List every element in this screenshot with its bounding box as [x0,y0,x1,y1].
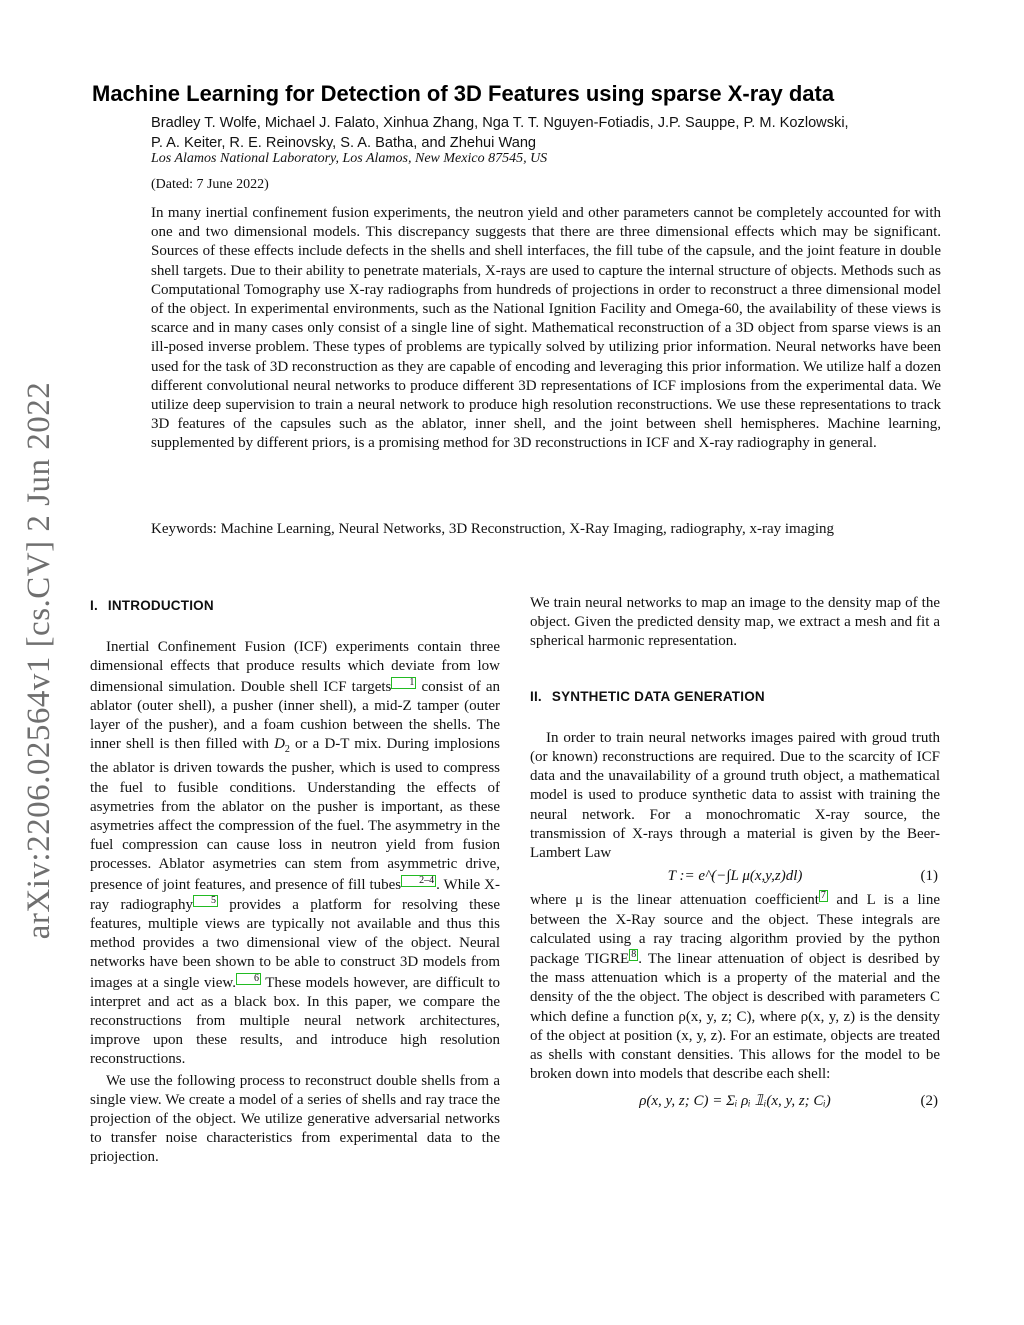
text-run: consist of an ablator (outer shell), a pusher (inner shell), a mid-Z tamper (outer layer of the pusher), and a foam cushion between the shells. The inner shell is then filled with [90,678,500,753]
text-run: or a D-T mix. During implosions the ablator is driven towards the pusher, which is used to compress the fuel to fusible conditions. Understanding the effects of asymetries from the ablator on the pusher is important, as these asymetries affect the compression of the fuel. The asymmetry in the fuel compression can cause loss in neutron yield from fusion processes. Ablator asymetries can stem from asymmetric drive, presence of joint features, and presence of fill tubes [90,736,500,893]
equation-number: (2) [920,1093,938,1110]
citation-link[interactable]: 1 [391,677,416,689]
text-run: These models however, are difficult to interpret and act as a black box. In this paper, we compare the reconstructions from multiple neural network architectures, improve upon these results, and introduce high resolution reconstructions. [90,974,500,1068]
equation-1 [530,867,940,886]
citation-link[interactable]: 6 [236,973,261,985]
section-heading-synthetic-data [530,687,940,706]
section-title: SYNTHETIC DATA GENERATION [551,688,765,704]
citation-link[interactable]: 2–4 [401,875,436,887]
intro-paragraph-2: We use the following process to reconstruct double shells from a single view. We create a model of a series of shells and ray trace the projection of the object. We utilize generative adversarial networks to transfer noise characteristics from experimental data to the priojection. [90,1072,500,1166]
arxiv-sidebar-stamp [8,360,72,960]
section-number: I. [90,598,98,613]
section-heading-introduction [90,596,500,615]
math-subscript: 2 [284,744,290,756]
left-column [90,594,500,1168]
author-list [151,113,951,153]
section-number: II. [530,688,542,704]
text-run: . The linear attenuation of object is desribed by the mass attenuation which is a property of the material and the density of the the object. The object is described with parameters C which define a function ρ(x, y, z; C), where ρ(x, y, z) is the density of the object at position (x, y, z). For an estimate, objects are treated as shells with constant densities. This allows for the model to be broken down into models that describe each shell: [530,951,940,1083]
synthetic-paragraph-2 [530,890,940,1084]
authors-line-1: Bradley T. Wolfe, Michael J. Falato, Xinhua Zhang, Nga T. T. Nguyen-Fotiadis, J.P. Sauppe, P. M. Kozlowski, [151,115,849,131]
authors-line-2: P. A. Keiter, R. E. Reinovsky, S. A. Batha, and Zhehui Wang [151,135,537,151]
equation-body: T := e^(−∫L μ(x,y,z)dl) [667,868,803,885]
affiliation: Los Alamos National Laboratory, Los Alamos, New Mexico 87545, US [151,151,548,166]
citation-link[interactable]: 8 [631,949,637,961]
intro-paragraph-1 [90,638,500,1069]
equation-2 [530,1092,940,1111]
equation-number: (1) [920,868,938,885]
citation-link[interactable]: 5 [193,895,218,907]
right-column [530,594,940,1116]
section-title: INTRODUCTION [107,598,214,613]
abstract: In many inertial confinement fusion experiments, the neutron yield and other parameters cannot be completely accounted for with one and two dimensional models. This discrepancy suggests that there are three dimensional effects which may be significant. Sources of these effects include defects in the shells and shell interfaces, the fill tube of the capsule, and the joint feature in double shell targets. Due to their ability to penetrate materials, X-rays are used to capture the internal structure of objects. Methods such as Computational Tomography use X-ray radiographs from hundreds of projections in order to reconstruct a three dimensional model of the object. In experimental environments, such as the National Ignition Facility and Omega-60, the availability of these views is scarce and in many cases only consist of a single line of sight. Mathematical reconstruction of a 3D object from sparse views is an ill-posed inverse problem. These types of problems are typically solved by utilizing prior information. Neural networks have been used for the task of 3D reconstruction as they are capable of encoding and leveraging this prior information. We utilize half a dozen different convolutional neural networks to produce different 3D representations of ICF implosions from the experimental data. We utilize deep supervision to train a neural network to produce high resolution reconstructions. We use these representations to track 3D features of the capsules such as the ablator, inner shell, and the joint between shell hemispheres. Machine learning, supplemented by different priors, is a promising method for 3D reconstructions in ICF and X-ray radiography in general. [151,205,941,452]
math-symbol: D [274,736,285,753]
keywords: Keywords: Machine Learning, Neural Networks, 3D Reconstruction, X-Ray Imaging, radiography, x-ray imaging [151,521,835,537]
text-run: where μ is the linear attenuation coefficient [530,892,819,909]
text-run: provides a platform for resolving these features, multiple views are typically not available and thus this method provides a two dimensional view of the object. Neural networks have been shown to be able to construct 3D models from images at a single view. [90,896,500,991]
intro-paragraph-3: We train neural networks to map an image to the density map of the object. Given the predicted density map, we extract a mesh and fit a spherical harmonic representation. [530,595,940,650]
arxiv-identifier: arXiv:2206.02564v1 [cs.CV] 2 Jun 2022 [21,381,58,939]
text-run: and L is a line between the X-Ray source and the object. These integrals are calculated using a ray tracing algorithm provied by the python package TIGRE [530,892,941,968]
citation-link[interactable]: 7 [820,890,826,902]
synthetic-paragraph-1: In order to train neural networks images paired with groud truth (or known) reconstructions are required. Due to the scarcity of ICF data and the unavailability of a ground truth object, a mathematical model is used to produce synthetic data to assist with training the neural network. For a monochromatic X-ray source, the transmission of X-rays through a material is given by the Beer-Lambert Law [530,729,940,862]
paper-title: Machine Learning for Detection of 3D Features using sparse X-ray data [92,81,835,106]
text-run: . While X-ray radiography [90,876,500,913]
date-line: (Dated: 7 June 2022) [151,177,269,192]
equation-body: ρ(x, y, z; C) = Σᵢ ρᵢ 𝟙ᵢ(x, y, z; Cᵢ) [639,1093,831,1110]
text-run: Inertial Confinement Fusion (ICF) experiments contain three dimensional effects that produce results which deviate from low dimensional simulation. Double shell ICF targets [90,639,500,695]
